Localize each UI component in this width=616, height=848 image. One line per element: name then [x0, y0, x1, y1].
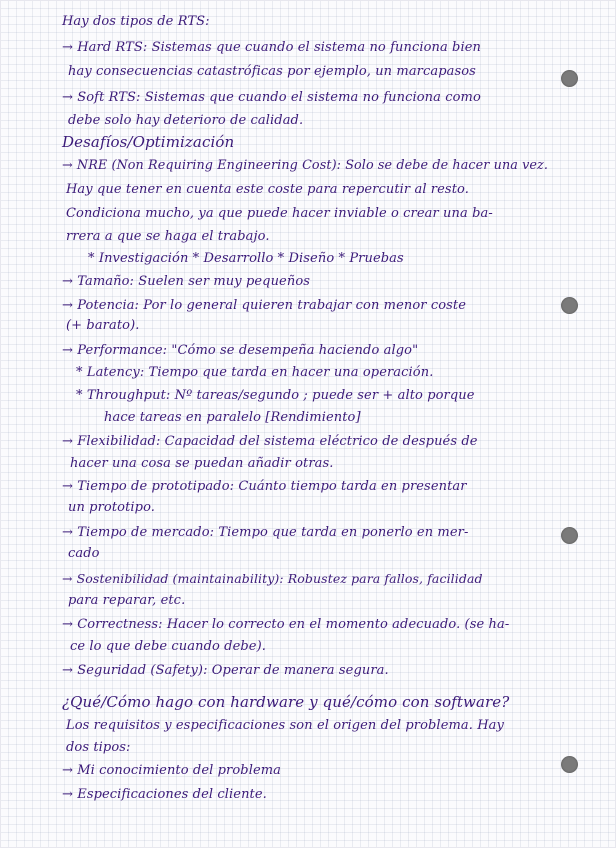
binder-hole-1 [561, 70, 578, 87]
note-line: Hay que tener en cuenta este coste para repercutir al resto. [66, 182, 469, 197]
note-line: → Tamaño: Suelen ser muy pequeños [62, 274, 311, 289]
note-line: → Seguridad (Safety): Operar de manera segura. [62, 663, 389, 678]
note-line: * Investigación * Desarrollo * Diseño * Pruebas [88, 251, 404, 266]
note-line: rrera a que se haga el trabajo. [66, 229, 270, 244]
note-line: dos tipos: [66, 740, 131, 755]
note-line: → Sostenibilidad (maintainability): Robustez para fallos, facilidad [62, 571, 483, 586]
note-line: → Tiempo de prototipado: Cuánto tiempo tarda en presentar [62, 479, 467, 494]
note-line: → Correctness: Hacer lo correcto en el momento adecuado. (se ha- [62, 617, 510, 632]
heading-challenges: Desafíos/Optimización [62, 133, 235, 151]
binder-hole-2 [561, 297, 578, 314]
note-line: hay consecuencias catastróficas por ejemplo, un marcapasos [68, 64, 476, 79]
note-line: debe solo hay deterioro de calidad. [68, 113, 304, 128]
note-line: ce lo que debe cuando debe). [70, 639, 266, 654]
binder-hole-4 [561, 756, 578, 773]
note-line: → Performance: "Cómo se desempeña haciendo algo" [62, 343, 419, 358]
note-line: * Throughput: Nº tareas/segundo ; puede ser + alto porque [76, 388, 475, 403]
note-line: hace tareas en paralelo [Rendimiento] [104, 410, 361, 425]
note-line: Los requisitos y especificaciones son el origen del problema. Hay [66, 718, 504, 733]
note-line: un prototipo. [68, 500, 156, 515]
note-line: → Flexibilidad: Capacidad del sistema eléctrico de después de [62, 434, 478, 449]
heading-hw-sw-question: ¿Qué/Cómo hago con hardware y qué/cómo con software? [62, 693, 510, 711]
note-line: hacer una cosa se puedan añadir otras. [70, 456, 334, 471]
note-line: * Latency: Tiempo que tarda en hacer una operación. [76, 365, 434, 380]
note-line: → Tiempo de mercado: Tiempo que tarda en ponerlo en mer- [62, 525, 469, 540]
note-line: → NRE (Non Requiring Engineering Cost): Solo se debe de hacer una vez. [62, 158, 549, 173]
note-line: → Mi conocimiento del problema [62, 763, 282, 778]
note-line: (+ barato). [66, 318, 140, 333]
heading-rts-types: Hay dos tipos de RTS: [62, 14, 210, 29]
note-line: → Especificaciones del cliente. [62, 787, 267, 802]
note-line: cado [68, 546, 100, 561]
binder-hole-3 [561, 527, 578, 544]
note-line: → Hard RTS: Sistemas que cuando el sistema no funciona bien [62, 40, 482, 55]
note-line: → Soft RTS: Sistemas que cuando el sistema no funciona como [62, 90, 481, 105]
note-line: para reparar, etc. [68, 593, 186, 608]
note-line: Condiciona mucho, ya que puede hacer inviable o crear una ba- [66, 206, 493, 221]
note-line: → Potencia: Por lo general quieren trabajar con menor coste [62, 298, 467, 313]
